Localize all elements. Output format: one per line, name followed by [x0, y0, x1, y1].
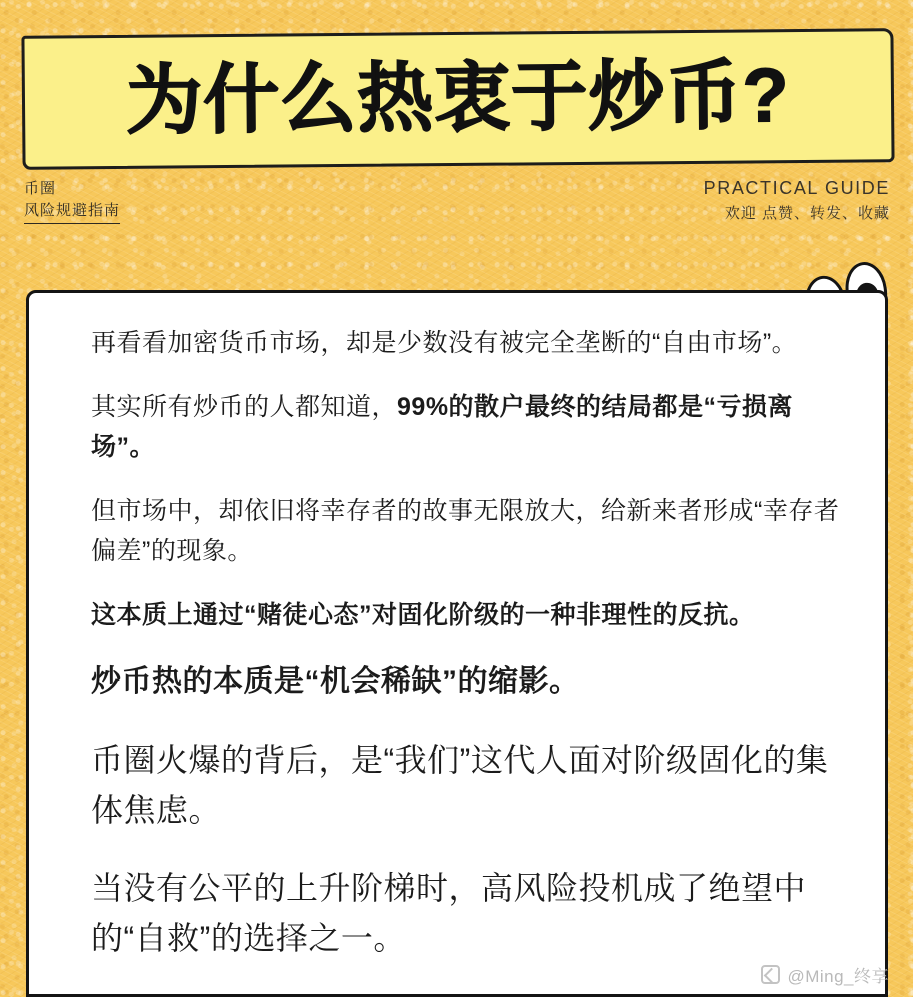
guide-label-chinese: 欢迎 点赞、转发、收藏 — [724, 205, 890, 222]
series-tag — [24, 178, 120, 224]
paragraph: 这本质上通过“赌徒心态”对固化阶级的一种非理性的反抗。 — [91, 601, 755, 629]
paragraph — [91, 387, 847, 467]
paragraph-emphasis: 99%的散户最终的结局都是“亏损离场”。 — [91, 393, 794, 461]
watermark-text: @Ming_终享 — [787, 967, 889, 986]
page-title: 为什么热衷于炒币? — [125, 53, 791, 144]
guide-label — [704, 178, 890, 223]
content-card — [26, 290, 888, 997]
subheader — [24, 178, 890, 238]
series-tag-line2: 风险规避指南 — [24, 200, 120, 224]
paragraph: 炒币热的本质是“机会稀缺”的缩影。 — [91, 665, 580, 698]
diamond-badge-icon — [761, 965, 780, 984]
watermark — [761, 962, 889, 987]
title-banner — [21, 28, 894, 170]
paragraph: 币圈火爆的背后，是“我们”这代人面对阶级固化的集体焦虑。 — [91, 742, 829, 828]
paragraph: 但市场中，却依旧将幸存者的故事无限放大，给新来者形成“幸存者偏差”的现象。 — [91, 497, 840, 565]
paragraph: 当没有公平的上升阶梯时，高风险投机成了绝望中的“自救”的选择之一。 — [91, 870, 807, 956]
series-tag-line1: 币圈 — [24, 180, 57, 197]
paragraph: 再看看加密货币市场，却是少数没有被完全垄断的“自由市场”。 — [91, 329, 798, 357]
guide-label-english: PRACTICAL GUIDE — [703, 178, 890, 198]
paragraph-prefix: 其实所有炒币的人都知道， — [91, 393, 398, 421]
